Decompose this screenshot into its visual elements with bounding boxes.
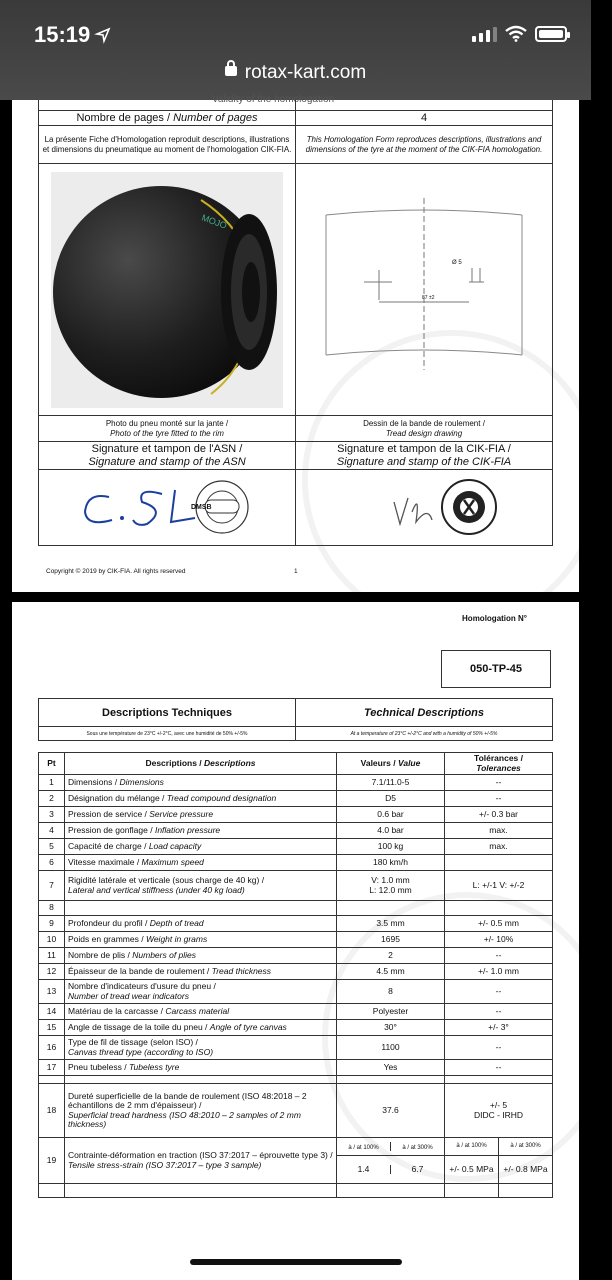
tol-header-300: à / at 300% [499,1138,553,1156]
row-pt: 2 [39,791,65,807]
pages-value: 4 [296,110,553,126]
table-row [39,932,553,948]
row-description: Rigidité latérale et verticale (sous charge de 40 kg) / Lateral and vertical stiffness (under 40 kg load) [65,871,337,901]
row-tolerance: -- [445,948,553,964]
row-description: Dureté superficielle de la bande de roulement (ISO 48:2018 – 2 échantillons de 2 mm d'épaisseur) / Superficial tread hardness (ISO 48:2010 – 2 samples of 2 mm thickness) [65,1084,337,1138]
row-pt: 6 [39,855,65,871]
row-description: Contrainte-déformation en traction (ISO 37:2017 – éprouvette type 3) / Tensile stress-strain (ISO 37:2017 – type 3 sample) [65,1138,337,1184]
technical-data-table [38,752,553,1198]
document-page-1 [12,94,579,592]
row-pt: 17 [39,1060,65,1076]
row-pt: 4 [39,823,65,839]
wifi-icon [505,26,527,42]
url-bar[interactable] [0,62,591,84]
table-row [39,823,553,839]
row-description: Capacité de charge / Load capacity [65,839,337,855]
row-value-split: à / at 100% à / at 300% [337,1138,445,1156]
row-description: Dimensions / Dimensions [65,775,337,791]
svg-text:MOJO: MOJO [200,212,229,231]
note-fr: Sous une température de 23°C +/-2°C, avec une humidité de 50% +/-5% [39,727,296,741]
table-row [39,948,553,964]
row-tolerance: +/- 1.0 mm [445,964,553,980]
row-pt: 9 [39,916,65,932]
row-pt: 16 [39,1036,65,1060]
row-tolerance [445,855,553,871]
row-pt: 14 [39,1004,65,1020]
row-value: 4.0 bar [337,823,445,839]
homologation-number: 050-TP-45 [441,650,551,688]
row-description: Pression de gonflage / Inflation pressure [65,823,337,839]
cik-signature-label: Signature et tampon de la CIK-FIA / Signature and stamp of the CIK-FIA [296,442,553,470]
row-value: 30° [337,1020,445,1036]
homologation-form-table [38,100,553,546]
status-icons [472,26,567,42]
page-number: 1 [294,568,298,575]
table-row [39,1060,553,1076]
browser-top-bar [0,0,591,100]
location-arrow-icon [96,28,110,42]
header-tolerances: Tolérances / Tolerances [445,753,553,775]
row-tolerance: L: +/-1 V: +/-2 [445,871,553,901]
header-descriptions: Descriptions / Descriptions [65,753,337,775]
row-pt: 18 [39,1084,65,1138]
table-row [39,980,553,1004]
row-description: Matériau de la carcasse / Carcass material [65,1004,337,1020]
tol-value-100: +/- 0.5 MPa [445,1156,499,1184]
row-tolerance: +/- 0.3 bar [445,807,553,823]
row-description: Épaisseur de la bande de roulement / Tread thickness [65,964,337,980]
row-tolerance: max. [445,839,553,855]
row-tolerance: -- [445,1036,553,1060]
row-description: Vitesse maximale / Maximum speed [65,855,337,871]
url-text: rotax-kart.com [244,62,367,83]
asn-signature-cell [39,470,296,546]
table-row [39,1004,553,1020]
tyre-photo-cell [39,164,296,416]
row-description: Profondeur du profil / Depth of tread [65,916,337,932]
table-row [39,839,553,855]
row-value: 1100 [337,1036,445,1060]
row-pt: 5 [39,839,65,855]
tol-header-100: à / at 100% [445,1138,499,1156]
row-value-split: 1.4 6.7 [337,1156,445,1184]
technical-header-table [38,698,553,741]
row-description: Désignation du mélange / Tread compound designation [65,791,337,807]
reproduces-text-en: This Homologation Form reproduces descriptions, illustrations and dimensions of the tyre at the moment of the CIK-FIA homologation. [296,126,553,164]
copyright-text: Copyright © 2019 by CIK-FIA. All rights reserved [46,568,186,575]
header-values: Valeurs / Value [337,753,445,775]
row-value: 4.5 mm [337,964,445,980]
reproduces-text-fr: La présente Fiche d'Homologation reproduit descriptions, illustrations et dimensions du pneumatique au moment de l'homologation CIK-FIA. [39,126,296,164]
table-row [39,807,553,823]
photo-caption: Photo du pneu monté sur la jante / Photo of the tyre fitted to the rim [39,416,296,442]
row-pt: 7 [39,871,65,901]
row-pt: 15 [39,1020,65,1036]
row-tolerance: -- [445,980,553,1004]
row-tolerance: +/- 10% [445,932,553,948]
row-tolerance: +/- 5 DIDC - IRHD [445,1084,553,1138]
asn-signature-label: Signature et tampon de l'ASN / Signature and stamp of the ASN [39,442,296,470]
row-description [65,901,337,916]
tread-caption: Dessin de la bande de roulement / Tread design drawing [296,416,553,442]
row-value: 0.6 bar [337,807,445,823]
cik-signature-cell [296,470,553,546]
lock-icon [225,66,237,76]
row-value: 1695 [337,932,445,948]
row-value: Yes [337,1060,445,1076]
table-row [39,1084,553,1138]
row-value: 3.5 mm [337,916,445,932]
pages-label: Nombre de pages / Number of pages [39,110,296,126]
row-value: 7.1/11.0-5 [337,775,445,791]
table-row [39,1138,553,1156]
row-tolerance [445,901,553,916]
table-row [39,964,553,980]
status-time: 15:19 [34,22,91,47]
document-page-2 [12,602,579,1280]
row-description: Pression de service / Service pressure [65,807,337,823]
row-value: Polyester [337,1004,445,1020]
row-description: Poids en grammes / Weight in grams [65,932,337,948]
row-tolerance: -- [445,1060,553,1076]
partial-header: Validity of the homologation [212,94,335,105]
battery-icon [535,26,567,42]
row-value: V: 1.0 mm L: 12.0 mm [337,871,445,901]
signal-icon [472,26,497,42]
row-tolerance: -- [445,775,553,791]
row-value [337,901,445,916]
table-row [39,791,553,807]
row-tolerance: +/- 0.5 mm [445,916,553,932]
row-pt: 8 [39,901,65,916]
table-row [39,901,553,916]
dim-label: 87 ±2 [422,294,435,301]
note-en: At a temperature of 23°C +/-2°C and with a humidity of 50% +/-5% [296,727,553,741]
row-value: 180 km/h [337,855,445,871]
row-description: Pneu tubeless / Tubeless tyre [65,1060,337,1076]
row-value: 2 [337,948,445,964]
row-pt: 12 [39,964,65,980]
table-row [39,1036,553,1060]
row-pt: 11 [39,948,65,964]
tread-drawing-cell [296,164,553,416]
row-value: 100 kg [337,839,445,855]
row-description: Nombre de plis / Numbers of plies [65,948,337,964]
cik-signature-image [324,472,524,542]
home-indicator[interactable] [190,1259,402,1265]
row-description: Angle de tissage de la toile du pneu / Angle of tyre canvas [65,1020,337,1036]
title-en: Technical Descriptions [296,699,553,727]
row-pt: 3 [39,807,65,823]
row-tolerance: -- [445,1004,553,1020]
row-value: 8 [337,980,445,1004]
row-tolerance: max. [445,823,553,839]
row-value: D5 [337,791,445,807]
table-row [39,916,553,932]
table-row [39,775,553,791]
table-row [39,855,553,871]
row-tolerance: +/- 3° [445,1020,553,1036]
dia-label: Ø 5 [452,259,462,266]
dmsb-stamp-text: DMSB [191,504,212,512]
table-row [39,871,553,901]
row-tolerance: -- [445,791,553,807]
tread-drawing [324,170,524,410]
row-value: 37.6 [337,1084,445,1138]
row-pt: 19 [39,1138,65,1184]
row-description: Type de fil de tissage (selon ISO) / Canvas thread type (according to ISO) [65,1036,337,1060]
title-fr: Descriptions Techniques [39,699,296,727]
asn-signature-image [67,472,267,542]
header-pt: Pt [39,753,65,775]
row-description: Nombre d'indicateurs d'usure du pneu / Number of tread wear indicators [65,980,337,1004]
table-header-row [39,753,553,775]
homologation-label: Homologation N° [462,614,527,623]
table-row [39,1020,553,1036]
row-pt: 10 [39,932,65,948]
tol-value-300: +/- 0.8 MPa [499,1156,553,1184]
row-pt: 1 [39,775,65,791]
tyre-photo [51,172,283,408]
row-pt: 13 [39,980,65,1004]
